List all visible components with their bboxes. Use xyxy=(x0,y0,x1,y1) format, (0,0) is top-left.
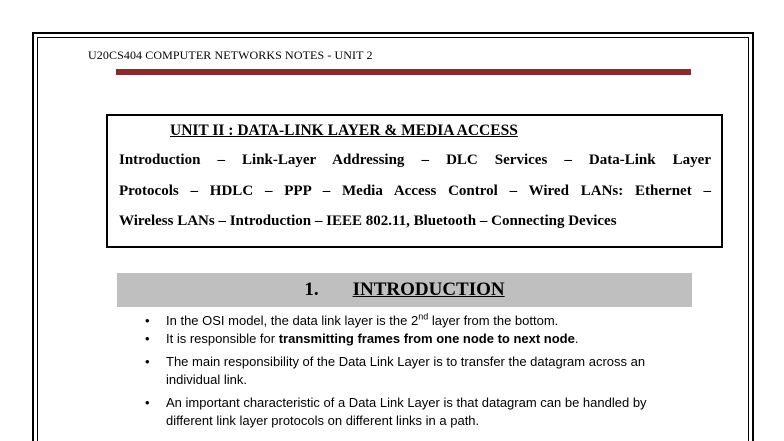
list-item: • The main responsibility of the Data Link Layer is to transfer the datagram across an individual link. xyxy=(145,354,646,387)
bullet-icon: • xyxy=(145,330,150,346)
topic-line-2: Protocols – HDLC – PPP – Media Access Control – Wired LANs: Ethernet – xyxy=(119,182,711,199)
emphasis-text: transmitting frames from one node to next node xyxy=(278,330,575,346)
list-item: • It is responsible for transmitting frames from one node to next node. xyxy=(145,330,579,346)
section-title: INTRODUCTION xyxy=(352,279,505,300)
bullet-icon: • xyxy=(145,313,150,328)
bullet-icon: • xyxy=(145,354,150,369)
bullet-list xyxy=(145,312,685,429)
unit-topics xyxy=(119,145,711,237)
header-rule xyxy=(116,69,691,75)
unit-syllabus-box xyxy=(106,114,723,248)
list-item: • An important characteristic of a Data Link Layer is that datagram can be handled by different link layer protocols on different links in a path. xyxy=(145,395,647,428)
section-heading xyxy=(117,273,692,307)
list-item: • In the OSI model, the data link layer is the 2nd layer from the bottom. xyxy=(145,311,559,328)
bullet-icon: • xyxy=(145,395,150,410)
section-number: 1. xyxy=(304,279,319,300)
course-header: U20CS404 COMPUTER NETWORKS NOTES - UNIT 2 xyxy=(88,48,373,62)
topic-line-3: Wireless LANs – Introduction – IEEE 802.11, Bluetooth – Connecting Devices xyxy=(119,213,617,229)
topic-line-1: Introduction – Link-Layer Addressing – DLC Services – Data-Link Layer xyxy=(119,152,711,168)
unit-title: UNIT II : DATA-LINK LAYER & MEDIA ACCESS xyxy=(170,122,518,139)
